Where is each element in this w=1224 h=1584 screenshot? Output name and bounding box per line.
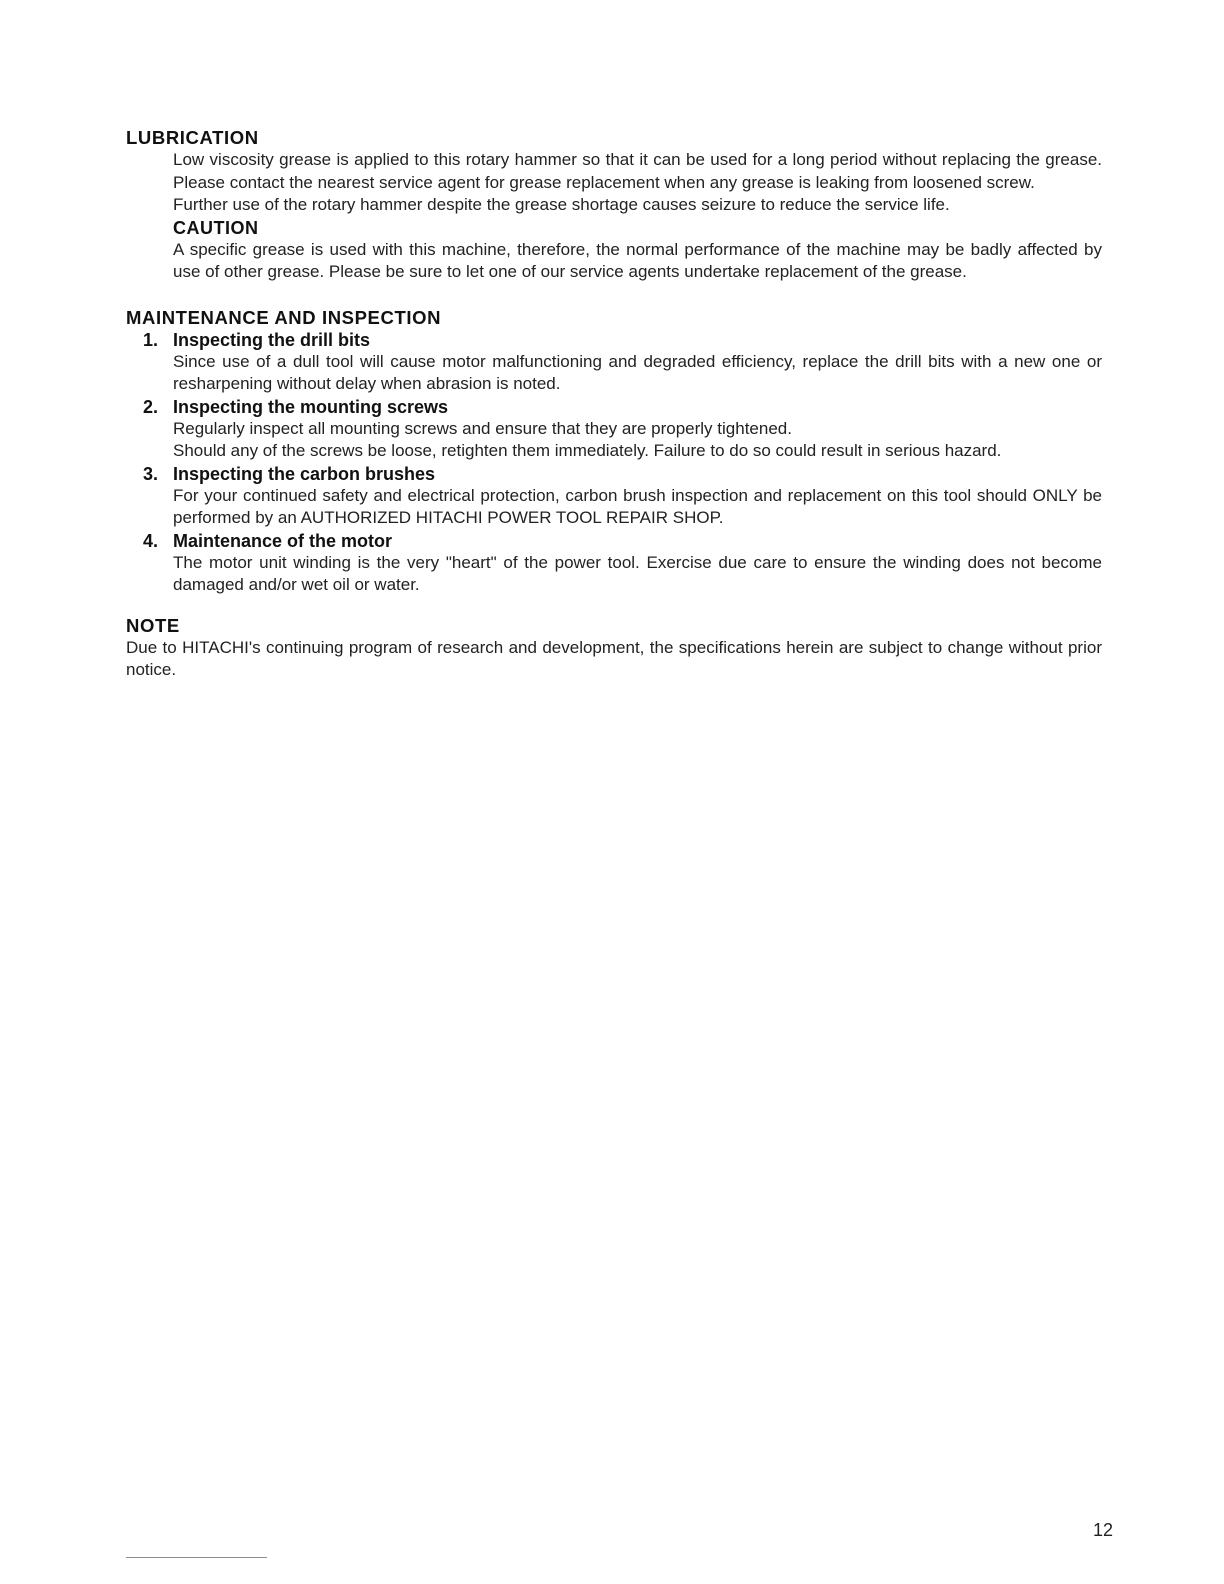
- lubrication-heading: LUBRICATION: [126, 127, 259, 148]
- manual-page: [126, 127, 1102, 682]
- item-number: 1.: [143, 329, 159, 350]
- item-title: Inspecting the drill bits: [173, 329, 371, 350]
- item-text: The motor unit winding is the very "heart" of the power tool. Exercise due care to ensure the winding does not become damaged and/or wet oil or water.: [173, 552, 1102, 594]
- footer-divider: [126, 1557, 267, 1558]
- item-text: Since use of a dull tool will cause motor malfunctioning and degraded efficiency, replace the drill bits with a new one or resharpening without delay when abrasion is noted.: [173, 351, 1102, 393]
- maintenance-item-motor: [126, 530, 1102, 597]
- note-section: [126, 615, 1102, 682]
- note-text: Due to HITACHI's continuing program of research and development, the specifications herein are subject to change without prior notice.: [126, 637, 1102, 679]
- maintenance-heading: MAINTENANCE AND INSPECTION: [126, 306, 442, 328]
- caution-text: A specific grease is used with this machine, therefore, the normal performance of the machine may be badly affected by use of other grease. Please be sure to let one of our service agents undertake replacement of the grease.: [173, 239, 1102, 281]
- lubrication-section: [126, 127, 1102, 284]
- item-title: Inspecting the carbon brushes: [173, 463, 436, 484]
- item-title: Maintenance of the motor: [173, 530, 393, 551]
- item-text: Regularly inspect all mounting screws and ensure that they are properly tightened.: [173, 418, 792, 438]
- item-number: 2.: [143, 396, 159, 417]
- item-text: For your continued safety and electrical protection, carbon brush inspection and replacement on this tool should ONLY be performed by an AUTHORIZED HITACHI POWER TOOL REPAIR SHOP.: [173, 485, 1102, 527]
- lubrication-paragraph-2: Further use of the rotary hammer despite the grease shortage causes seizure to reduce the service life.: [173, 195, 950, 214]
- section-spacer: [126, 284, 1102, 307]
- note-heading: NOTE: [126, 614, 180, 636]
- caution-heading: CAUTION: [173, 217, 259, 238]
- item-number: 4.: [143, 530, 159, 551]
- maintenance-item-mounting-screws: [126, 396, 1102, 463]
- maintenance-section: [126, 307, 1102, 597]
- item-title: Inspecting the mounting screws: [173, 396, 449, 417]
- section-spacer: [126, 597, 1102, 615]
- lubrication-paragraph-1: Low viscosity grease is applied to this rotary hammer so that it can be used for a long period without replacing the grease. Please contact the nearest service agent for grease replacement when any grease is leaking from loosened screw.: [173, 150, 1102, 192]
- item-number: 3.: [143, 463, 159, 484]
- maintenance-item-carbon-brushes: [126, 463, 1102, 530]
- item-text: Should any of the screws be loose, retighten them immediately. Failure to do so could result in serious hazard.: [173, 441, 1002, 460]
- maintenance-item-drill-bits: [126, 329, 1102, 396]
- page-number: 12: [1093, 1520, 1114, 1540]
